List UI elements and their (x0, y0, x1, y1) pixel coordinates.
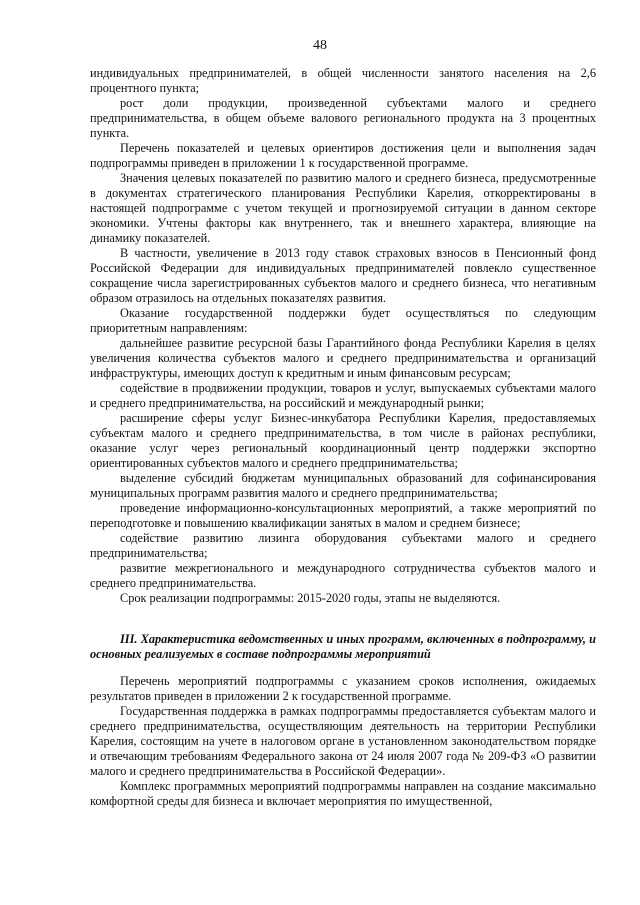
paragraph: рост доли продукции, произведенной субъектами малого и среднего предпринимательства, в общем объеме валового регионального продукта на 3 процентных пункта. (90, 96, 596, 140)
paragraph: В частности, увеличение в 2013 году ставок страховых взносов в Пенсионный фонд Российской Федерации для индивидуальных предпринимателей повлекло существенное сокращение числа зарегистрированных субъектов малого и среднего бизнеса, что негативным образом отразилось на отдельных показателях развития. (90, 246, 596, 305)
paragraph: расширение сферы услуг Бизнес-инкубатора Республики Карелия, предоставляемых субъектам малого и среднего предпринимательства, в том числе в районах республики, оказание услуг через региональный координационный центр поддержки экспортно ориентированных субъектов малого и среднего предпринимательства; (90, 411, 596, 470)
paragraph: содействие в продвижении продукции, товаров и услуг, выпускаемых субъектами малого и среднего предпринимательства, на российский и международный рынки; (90, 381, 596, 410)
paragraph: Оказание государственной поддержки будет осуществляться по следующим приоритетным направлениям: (90, 306, 596, 335)
page-number: 48 (313, 38, 327, 53)
paragraph-spacer (90, 606, 596, 620)
paragraph: развитие межрегионального и международного сотрудничества субъектов малого и среднего предпринимательства. (90, 561, 596, 590)
paragraph: Перечень мероприятий подпрограммы с указанием сроков исполнения, ожидаемых результатов приведен в приложении 2 к государственной программе. (90, 674, 596, 703)
paragraph: содействие развитию лизинга оборудования субъектами малого и среднего предпринимательства; (90, 531, 596, 560)
paragraph: Срок реализации подпрограммы: 2015-2020 годы, этапы не выделяются. (120, 591, 501, 605)
paragraph: Комплекс программных мероприятий подпрограммы направлен на создание максимально комфортной среды для бизнеса и включает мероприятия по имущественной, (90, 779, 596, 808)
section-heading: III. Характеристика ведомственных и иных программ, включенных в подпрограмму, и основных реализуемых в составе подпрограммы мероприятий (90, 632, 596, 661)
document-body (90, 66, 596, 809)
paragraph: Перечень показателей и целевых ориентиров достижения цели и выполнения задач подпрограммы приведен в приложении 1 к государственной программе. (90, 141, 596, 170)
paragraph: выделение субсидий бюджетам муниципальных образований для софинансирования муниципальных программ развития малого и среднего предпринимательства; (90, 471, 596, 500)
paragraph: проведение информационно-консультационных мероприятий, а также мероприятий по переподготовке и повышению квалификации занятых в малом и среднем бизнесе; (90, 501, 596, 530)
paragraph: индивидуальных предпринимателей, в общей численности занятого населения на 2,6 процентного пункта; (90, 66, 596, 95)
paragraph: дальнейшее развитие ресурсной базы Гарантийного фонда Республики Карелия в целях увеличения количества субъектов малого и среднего предпринимательства и организаций инфраструктуры, имеющих доступ к кредитным и иным финансовым ресурсам; (90, 336, 596, 380)
paragraph: Значения целевых показателей по развитию малого и среднего бизнеса, предусмотренные в документах стратегического планирования Республики Карелия, откорректированы в настоящей подпрограмме с учетом текущей и прогнозируемой ситуации в данном секторе экономики. Учтены факторы как внутреннего, так и внешнего характера, влияющие на динамику показателей. (90, 171, 596, 245)
paragraph: Государственная поддержка в рамках подпрограммы предоставляется субъектам малого и среднего предпринимательства, осуществляющим деятельность на территории Республики Карелия, состоящим на учете в налоговом органе в установленном законодательством порядке и отвечающим требованиям Федерального закона от 24 июля 2007 года № 209-ФЗ «О развитии малого и среднего предпринимательства в Российской Федерации». (90, 704, 596, 778)
